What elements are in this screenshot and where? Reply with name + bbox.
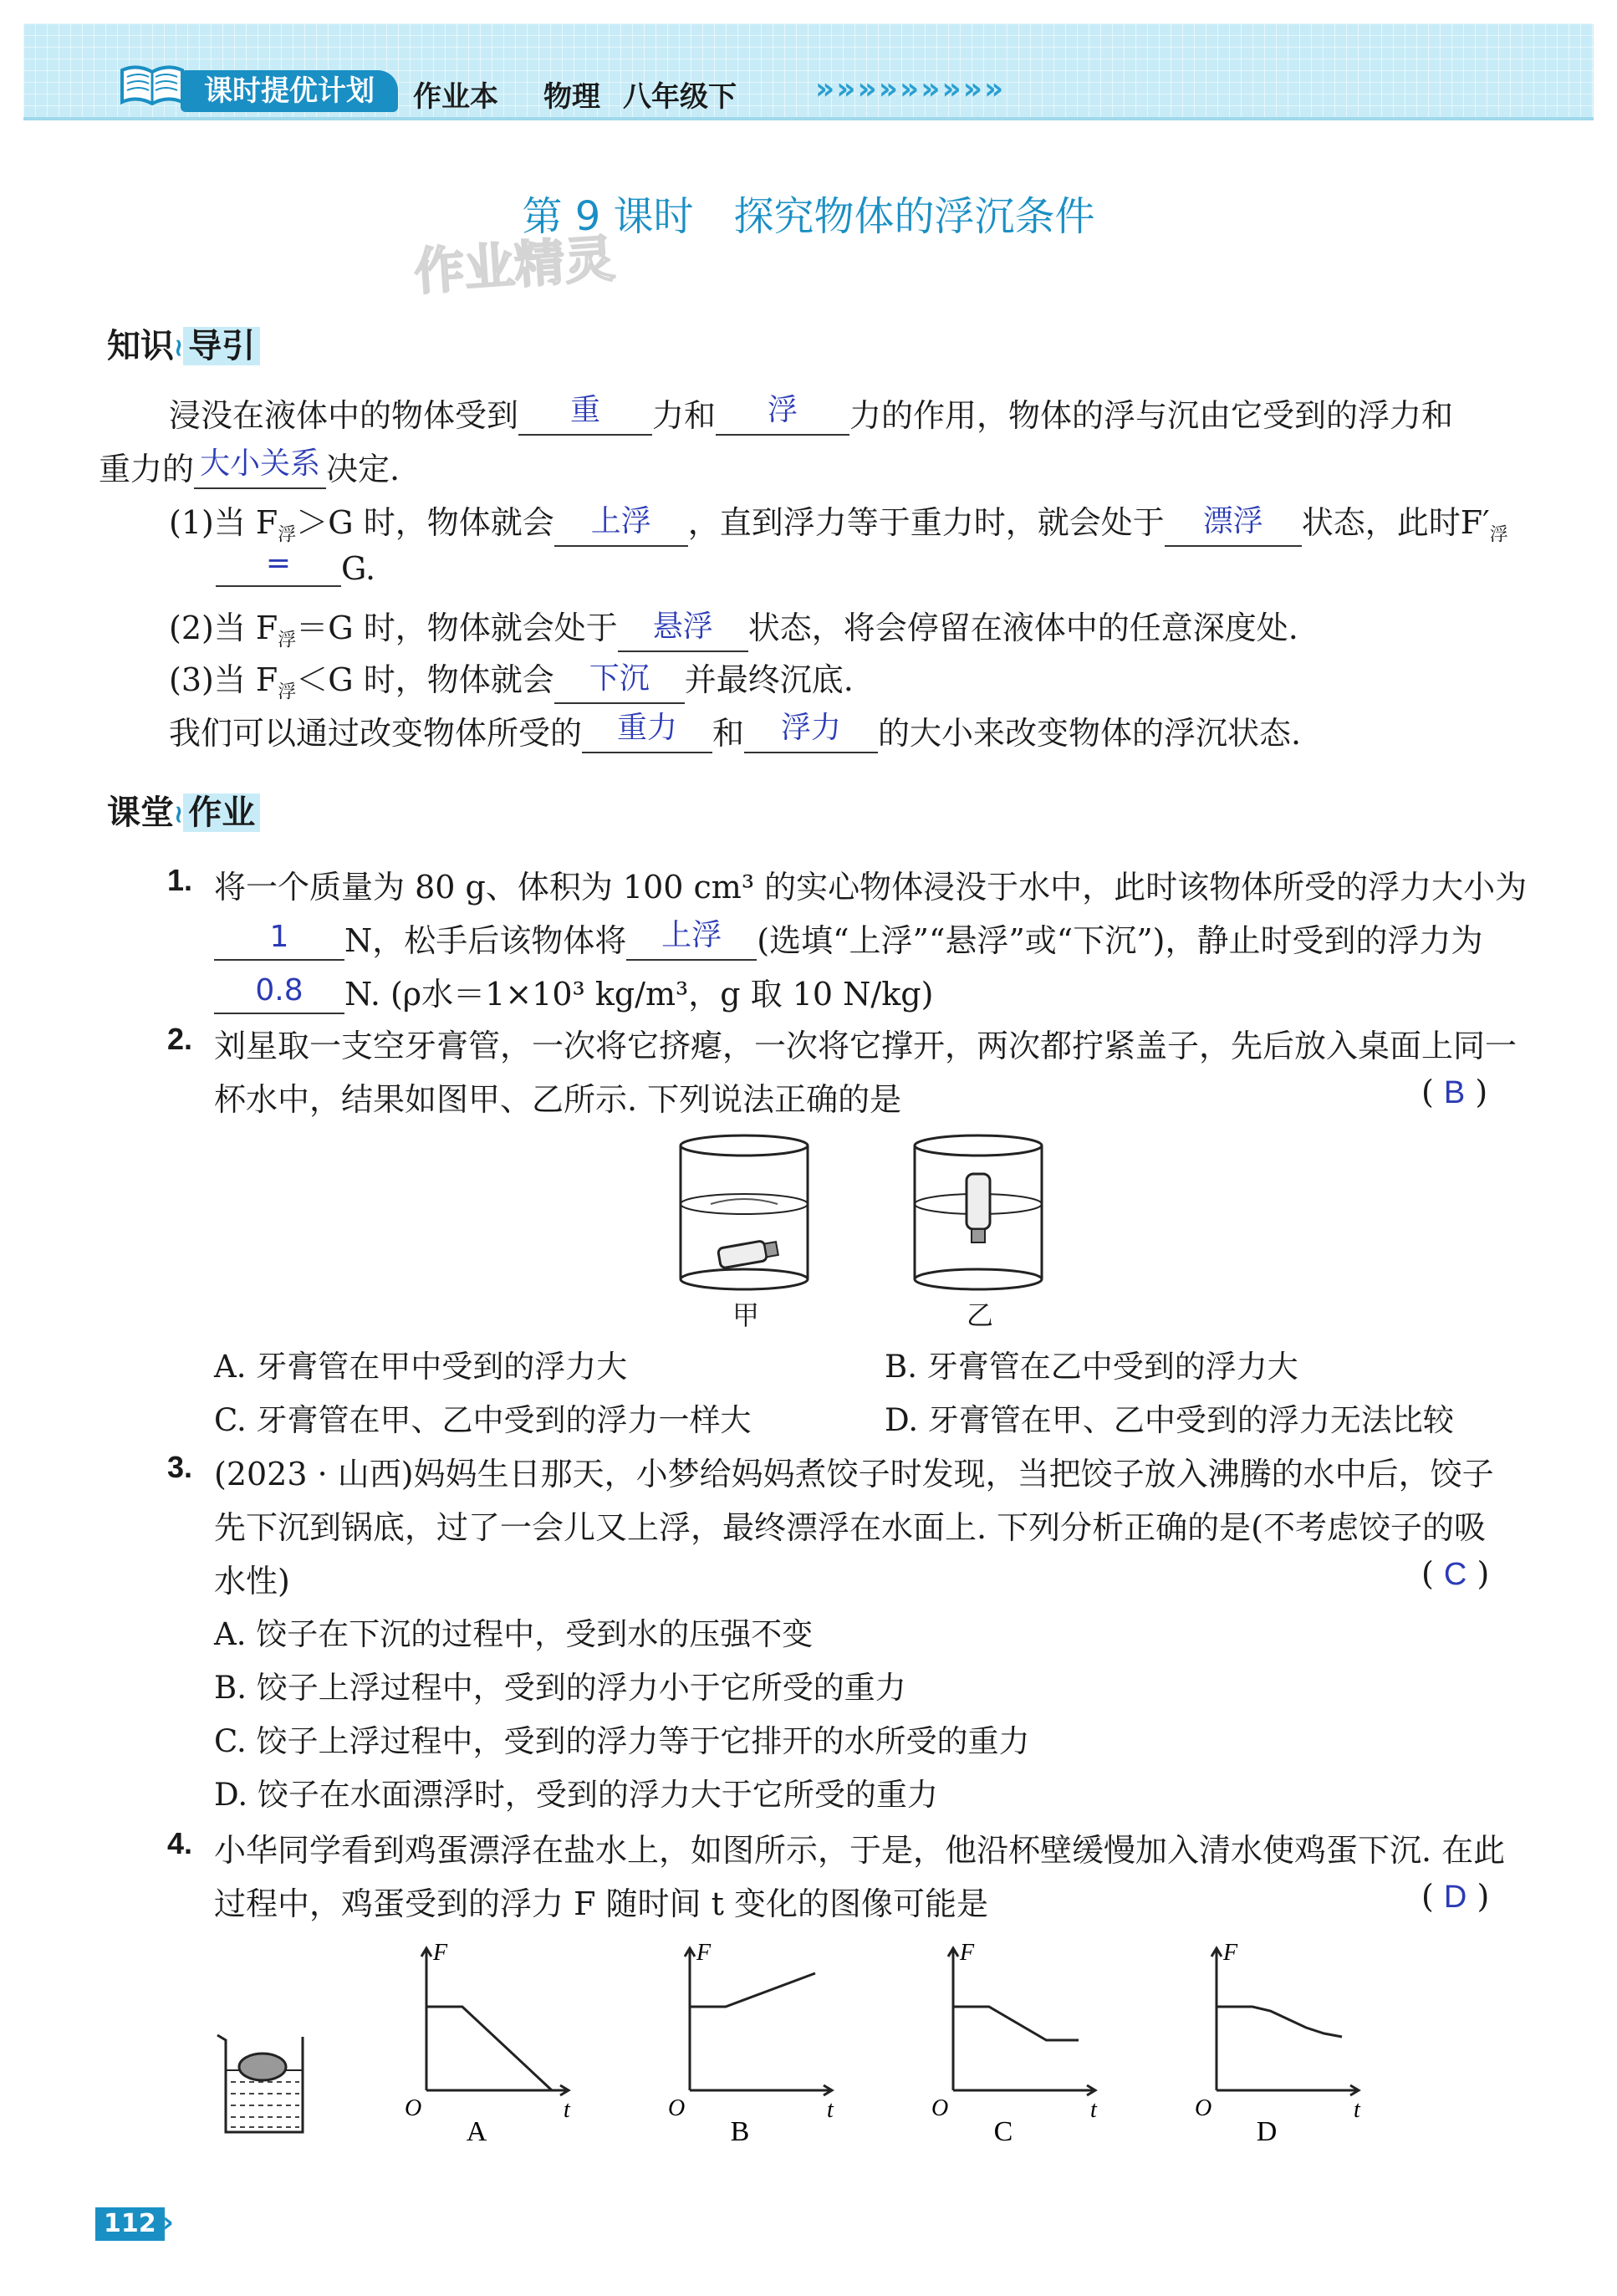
blank-q1b[interactable]: [626, 918, 757, 961]
text: (3)当 F: [169, 661, 278, 698]
blank-buoyancy[interactable]: [716, 393, 849, 436]
answer: 上浮: [590, 503, 651, 538]
section-heading-knowledge: [107, 319, 260, 367]
text: (2)当 F: [169, 610, 278, 646]
axis-origin: O: [931, 2095, 949, 2121]
answer: 悬浮: [652, 609, 713, 644]
axis-origin: O: [668, 2095, 686, 2121]
q4-answer: ( D ): [1421, 1878, 1490, 1915]
text: 和: [712, 715, 745, 752]
q1-line-2: [214, 915, 1482, 961]
axis-label-f: F: [1223, 1940, 1238, 1966]
axis-origin: O: [1195, 2095, 1212, 2121]
section-heading-b: 作业: [183, 793, 260, 832]
egg-beaker-figure: [209, 2023, 318, 2140]
condition-3: [169, 654, 854, 704]
answer: 重: [570, 393, 601, 427]
graph-caption-c: C: [993, 2116, 1013, 2147]
q2-option-b[interactable]: B. 牙膏管在乙中受到的浮力大: [885, 1349, 1298, 1385]
sub: 浮: [278, 630, 297, 651]
axis-label-f: F: [696, 1940, 712, 1966]
header-brand: 课时提优计划: [181, 70, 398, 112]
answer: 1: [269, 920, 289, 954]
caption-yi: 乙: [967, 1299, 994, 1331]
answer: =: [265, 546, 292, 580]
section-heading-b: 导引: [183, 327, 260, 365]
text: 决定.: [326, 451, 400, 487]
blank-c1b[interactable]: [1165, 503, 1302, 547]
q4-graphs: [401, 1931, 1363, 2149]
text: (1)当 F: [169, 504, 278, 541]
page-number: 112: [95, 2207, 165, 2241]
q2-number: 2.: [167, 1022, 193, 1056]
answer: D: [1443, 1880, 1467, 1915]
answer: 大小关系: [200, 446, 321, 481]
answer: B: [1443, 1075, 1466, 1110]
q3-line-2: 先下沉到锅底，过了一会儿又上浮，最终漂浮在水面上. 下列分析正确的是(不考虑饺子的吸: [214, 1509, 1486, 1546]
axis-label-f: F: [433, 1940, 448, 1966]
axis-origin: O: [405, 2095, 422, 2121]
text: 并最终沉底.: [684, 661, 854, 698]
series-line-c: [953, 2007, 1079, 2040]
text: G.: [341, 550, 376, 587]
text: ＝G 时，物体就会处于: [296, 610, 618, 646]
q2-option-c[interactable]: C. 牙膏管在甲、乙中受到的浮力一样大: [214, 1402, 752, 1438]
q4-line-2: 过程中，鸡蛋受到的浮力 F 随时间 t 变化的图像可能是: [214, 1885, 988, 1922]
q3-option-b[interactable]: B. 饺子上浮过程中，受到的浮力小于它所受的重力: [214, 1670, 906, 1706]
axis-label-t: t: [1090, 2097, 1097, 2123]
axis-label-f: F: [960, 1940, 975, 1966]
section-heading-a: 知识: [107, 327, 174, 365]
blank-q1a[interactable]: [214, 922, 344, 961]
q3-number: 3.: [167, 1450, 193, 1484]
q1-line-1: 将一个质量为 80 g、体积为 100 cm³ 的实心物体浸没于水中，此时该物体所受的浮力大小为: [214, 869, 1528, 906]
q2-answer: ( B ): [1421, 1074, 1488, 1110]
q2-option-a[interactable]: A. 牙膏管在甲中受到的浮力大: [214, 1349, 628, 1385]
text: 浸没在液体中的物体受到: [169, 397, 519, 434]
lesson-title: 第 9 课时 探究物体的浮沉条件: [522, 193, 1095, 240]
text: N，松手后该物体将: [344, 922, 627, 959]
header-arrows: »»»»»»»»»: [815, 72, 1006, 106]
watermark: 作业精灵: [412, 229, 617, 303]
text: 重力的: [99, 451, 195, 487]
answer: 重力: [617, 711, 678, 745]
text: N. (ρ水＝1×10³ kg/m³，g 取 10 N/kg): [344, 976, 934, 1013]
q2-line-1: 刘星取一支空牙膏管，一次将它挤瘪，一次将它撑开，两次都拧紧盖子，先后放入桌面上同一: [214, 1028, 1518, 1064]
section-heading-a: 课堂: [107, 793, 174, 832]
series-line-b: [690, 1973, 815, 2007]
q2-option-d[interactable]: D. 牙膏管在甲、乙中受到的浮力无法比较: [885, 1402, 1454, 1438]
blank-q1c[interactable]: [214, 973, 344, 1014]
blank-c2[interactable]: [618, 609, 748, 652]
text: ＜G 时，物体就会: [296, 661, 554, 698]
book-icon: [119, 60, 186, 109]
q1-line-3: [214, 968, 933, 1014]
q2-line-2: 杯水中，结果如图甲、乙所示. 下列说法正确的是: [214, 1081, 902, 1118]
header-grade: 八年级下: [623, 80, 737, 114]
text: (选填“上浮”“悬浮”或“下沉”)，静止时受到的浮力为: [757, 922, 1483, 959]
text: 力和: [652, 397, 717, 434]
header-bottom-rule: [23, 117, 1594, 120]
answer: 上浮: [661, 918, 722, 952]
blank-c4b[interactable]: [744, 711, 878, 753]
sub: 浮: [1489, 524, 1508, 546]
sub: 浮: [278, 524, 297, 546]
graph-caption-b: B: [730, 2116, 750, 2147]
page-number-chevrons: »: [156, 2206, 174, 2239]
beaker-left: [681, 1135, 808, 1289]
series-line-a: [426, 2007, 552, 2090]
text: 我们可以通过改变物体所受的: [169, 715, 583, 752]
axis-label-t: t: [827, 2097, 834, 2123]
answer: 下沉: [589, 661, 650, 696]
series-line-d: [1217, 2007, 1342, 2037]
blank-relation[interactable]: [194, 446, 326, 489]
blank-gravity[interactable]: [518, 393, 652, 436]
q1-number: 1.: [167, 863, 193, 897]
q3-option-a[interactable]: A. 饺子在下沉的过程中，受到水的压强不变: [214, 1616, 814, 1652]
text: 状态，将会停留在液体中的任意深度处.: [747, 610, 1298, 646]
text: ＞G 时，物体就会: [296, 504, 554, 541]
text: 状态，此时F′: [1301, 504, 1490, 541]
q3-line-3: 水性): [214, 1563, 290, 1600]
text: ，直到浮力等于重力时，就会处于: [687, 504, 1165, 541]
answer: 浮: [768, 393, 798, 427]
condition-2: [169, 602, 1298, 652]
section-heading-mark: ≀: [174, 799, 184, 829]
axis-label-t: t: [1354, 2097, 1360, 2123]
condition-4: [169, 707, 1301, 753]
answer: C: [1443, 1557, 1467, 1592]
answer: 0.8: [255, 973, 304, 1008]
q4-number: 4.: [167, 1826, 193, 1860]
sub: 浮: [278, 681, 297, 703]
q2-figure: [661, 1120, 1062, 1346]
answer: 漂浮: [1202, 503, 1263, 538]
header-subject: 物理: [543, 80, 600, 114]
answer: 浮力: [781, 711, 842, 745]
condition-1: [169, 497, 1508, 547]
graph-caption-a: A: [466, 2116, 487, 2147]
blank-c1c[interactable]: [216, 548, 341, 587]
q3-answer: ( C ): [1421, 1555, 1490, 1592]
q4-line-1: 小华同学看到鸡蛋漂浮在盐水上，如图所示，于是，他沿杯壁缓慢加入清水使鸡蛋下沉. 在此: [214, 1832, 1506, 1869]
blank-c3[interactable]: [554, 661, 685, 704]
axis-label-t: t: [564, 2097, 570, 2123]
text: 力的作用，物体的浮与沉由它受到的浮力和: [849, 397, 1454, 434]
knowledge-line-2: [99, 443, 400, 489]
graph-caption-d: D: [1256, 2116, 1278, 2147]
knowledge-line-1: [169, 390, 1453, 436]
section-heading-classwork: [107, 786, 260, 834]
q3-option-c[interactable]: C. 饺子上浮过程中，受到的浮力等于它排开的水所受的重力: [214, 1723, 1030, 1759]
condition-1-cont: [216, 548, 375, 587]
caption-jia: 甲: [732, 1299, 760, 1331]
blank-c1[interactable]: [554, 503, 688, 547]
beaker-right: [915, 1135, 1042, 1289]
section-heading-mark: ≀: [174, 333, 184, 363]
q3-line-1: (2023 · 山西)妈妈生日那天，小梦给妈妈煮饺子时发现，当把饺子放入沸腾的水中后，饺子: [214, 1456, 1494, 1492]
q3-option-d[interactable]: D. 饺子在水面漂浮时，受到的浮力大于它所受的重力: [214, 1777, 938, 1813]
blank-c4a[interactable]: [582, 711, 712, 753]
header-book: 作业本: [413, 80, 498, 114]
text: 的大小来改变物体的浮沉状态.: [878, 715, 1302, 752]
